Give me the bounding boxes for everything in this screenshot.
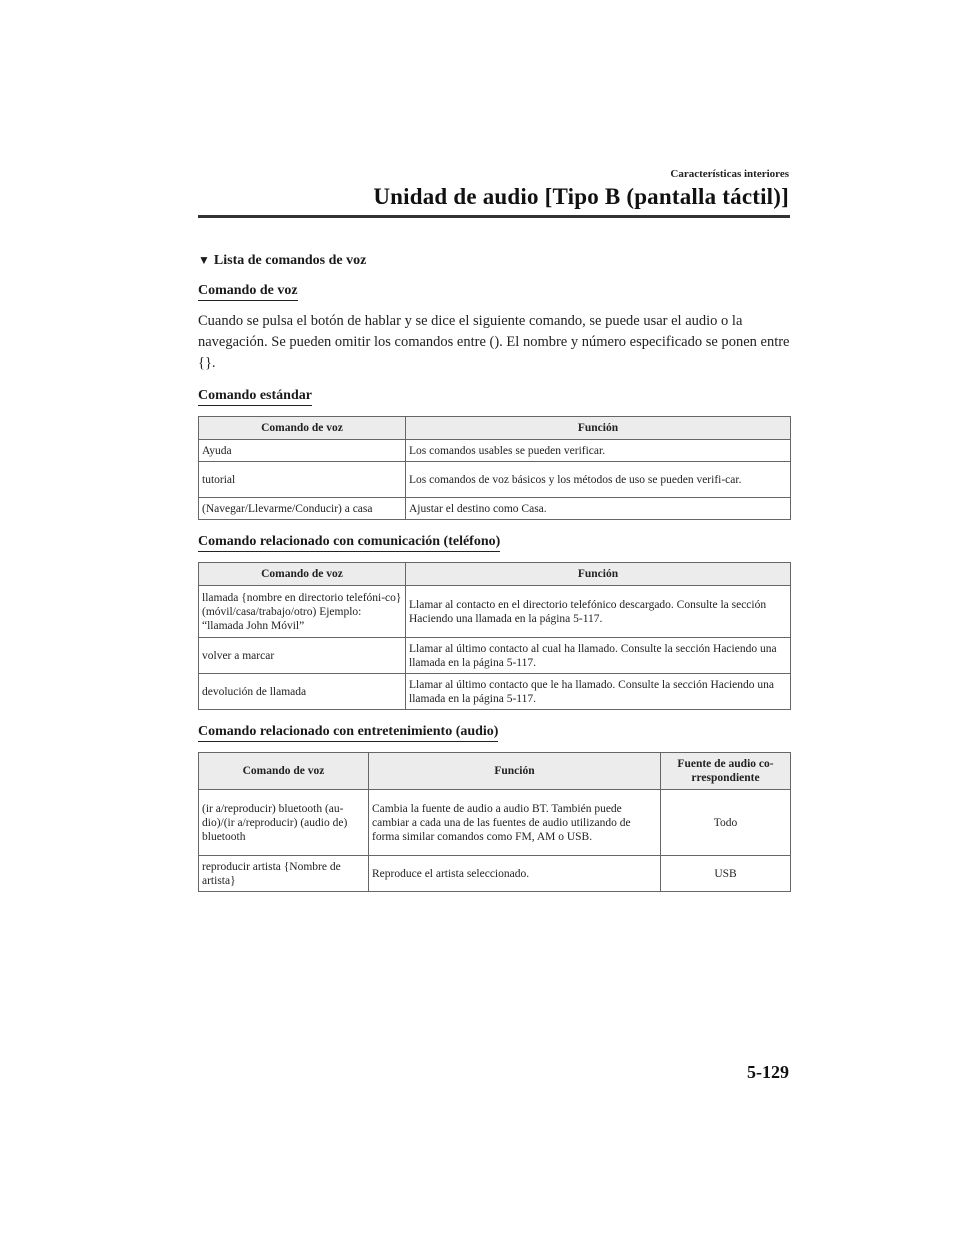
page-title: Unidad de audio [Tipo B (pantalla táctil)] — [373, 184, 789, 209]
audio-command-table — [198, 752, 791, 892]
column-header: Comando de voz — [199, 753, 369, 790]
page-content — [198, 253, 790, 904]
function-cell: Llamar al último contacto que le ha llamado. Consulte la sección Haciendo una llamada en la página 5-117. — [406, 674, 791, 710]
column-header: Fuente de audio co-rrespondiente — [661, 753, 791, 790]
phone-command-heading: Comando relacionado con comunicación (teléfono) — [198, 534, 500, 552]
column-header: Comando de voz — [199, 563, 406, 586]
table-row — [199, 638, 791, 674]
function-cell: Ajustar el destino como Casa. — [406, 498, 791, 520]
table-header-row — [199, 417, 791, 440]
page-number: 5-129 — [747, 1062, 789, 1082]
table-row — [199, 440, 791, 462]
table-row — [199, 586, 791, 638]
command-cell: devolución de llamada — [199, 674, 406, 710]
header-divider — [198, 215, 790, 218]
command-cell: Ayuda — [199, 440, 406, 462]
command-cell: (Navegar/Llevarme/Conducir) a casa — [199, 498, 406, 520]
function-cell: Cambia la fuente de audio a audio BT. También puede cambiar a cada una de las fuentes de audio utilizando de forma similar comandos como FM, AM o USB. — [369, 790, 661, 856]
table-row — [199, 462, 791, 498]
table-row — [199, 856, 791, 892]
command-cell: llamada {nombre en directorio telefóni-co} (móvil/casa/trabajo/otro) Ejemplo: “llamada John Móvil” — [199, 586, 406, 638]
phone-command-table — [198, 562, 791, 710]
command-cell: reproducir artista {Nombre de artista} — [199, 856, 369, 892]
function-cell: Llamar al contacto en el directorio telefónico descargado. Consulte la sección Haciendo una llamada en la página 5-117. — [406, 586, 791, 638]
command-cell: (ir a/reproducir) bluetooth (au-dio)/(ir a/reproducir) (audio de) bluetooth — [199, 790, 369, 856]
table-header-row — [199, 753, 791, 790]
function-cell: Los comandos de voz básicos y los métodos de uso se pueden verifi-car. — [406, 462, 791, 498]
table-row — [199, 674, 791, 710]
section-heading-text: Lista de comandos de voz — [213, 253, 367, 268]
chapter-category: Características interiores — [670, 168, 789, 180]
table-header-row — [199, 563, 791, 586]
column-header: Función — [369, 753, 661, 790]
standard-command-heading: Comando estándar — [198, 388, 312, 406]
function-cell: Los comandos usables se pueden verificar. — [406, 440, 791, 462]
column-header: Función — [406, 417, 791, 440]
command-cell: volver a marcar — [199, 638, 406, 674]
command-cell: tutorial — [199, 462, 406, 498]
voice-command-heading: Comando de voz — [198, 283, 298, 301]
table-row — [199, 790, 791, 856]
audio-source-cell: Todo — [661, 790, 791, 856]
voice-command-paragraph: Cuando se pulsa el botón de hablar y se dice el siguiente comando, se puede usar el audio o la navegación. Se pueden omitir los comandos entre (). El nombre y número especificado se ponen entre {}. — [198, 313, 790, 371]
section-heading — [198, 253, 790, 269]
standard-command-table — [198, 416, 791, 520]
triangle-marker-icon: ▼ — [198, 253, 210, 267]
table-row — [199, 498, 791, 520]
audio-source-cell: USB — [661, 856, 791, 892]
audio-command-heading: Comando relacionado con entretenimiento (audio) — [198, 724, 498, 742]
function-cell: Reproduce el artista seleccionado. — [369, 856, 661, 892]
column-header: Función — [406, 563, 791, 586]
column-header: Comando de voz — [199, 417, 406, 440]
function-cell: Llamar al último contacto al cual ha llamado. Consulte la sección Haciendo una llamada en la página 5-117. — [406, 638, 791, 674]
